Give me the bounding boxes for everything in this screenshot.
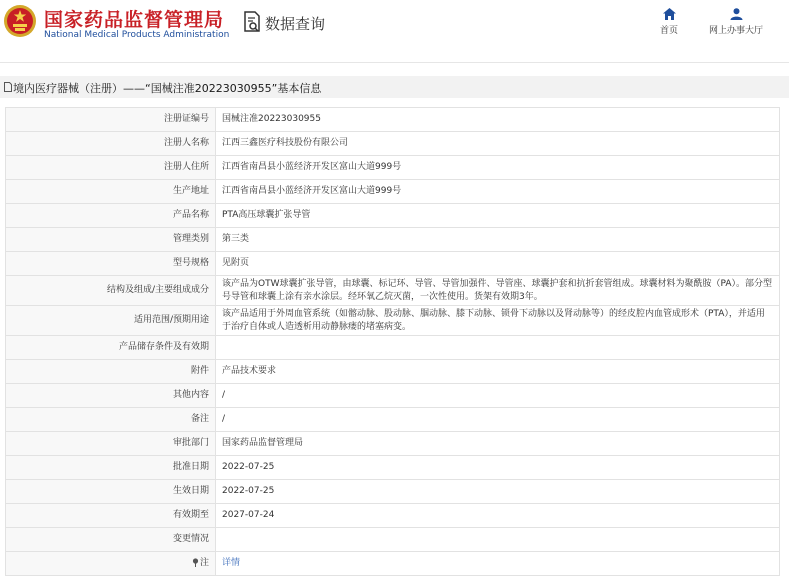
row-label: 产品名称 <box>6 204 216 228</box>
header-divider <box>0 62 789 63</box>
row-value <box>216 528 780 552</box>
row-label: 其他内容 <box>6 384 216 408</box>
row-label: 变更情况 <box>6 528 216 552</box>
user-icon <box>730 8 743 20</box>
org-name-english[interactable]: National Medical Products Administration <box>44 30 230 40</box>
row-value: 2022-07-25 <box>216 456 780 480</box>
table-row <box>6 252 780 276</box>
row-value: / <box>216 384 780 408</box>
record-title: 境内医疗器械（注册）——“国械注准20223030955”基本信息 <box>13 82 322 95</box>
table-row <box>6 480 780 504</box>
row-label: 生产地址 <box>6 180 216 204</box>
table-row <box>6 408 780 432</box>
table-row <box>6 432 780 456</box>
table-row <box>6 108 780 132</box>
table-row <box>6 132 780 156</box>
emblem-logo-icon[interactable] <box>3 4 37 38</box>
record-info-table <box>5 107 780 576</box>
site-header <box>0 0 789 62</box>
row-label: 有效期至 <box>6 504 216 528</box>
row-label: 备注 <box>6 408 216 432</box>
row-label: 批准日期 <box>6 456 216 480</box>
nav-home-label: 首页 <box>659 26 678 36</box>
row-label: 产品储存条件及有效期 <box>6 336 216 360</box>
row-value: 第三类 <box>216 228 780 252</box>
row-value: 见附页 <box>216 252 780 276</box>
table-row <box>6 336 780 360</box>
pin-icon <box>192 558 199 567</box>
row-value: / <box>216 408 780 432</box>
row-value: 2022-07-25 <box>216 480 780 504</box>
row-label: 审批部门 <box>6 432 216 456</box>
nav-online-hall[interactable] <box>703 8 769 36</box>
nav-home[interactable] <box>654 8 684 36</box>
table-row <box>6 504 780 528</box>
row-value: 该产品为OTW球囊扩张导管，由球囊、标记环、导管、导管加强件、导管座、球囊护套和抗折套管组成。球囊材料为聚酰胺（PA）。部分型号导管和球囊上涂有亲水涂层。经环氧乙烷灭菌，一次性使用。货架有效期3年。 <box>216 276 780 306</box>
row-label: 结构及组成/主要组成成分 <box>6 276 216 306</box>
row-label: 附件 <box>6 360 216 384</box>
row-label-text: 注 <box>199 558 209 568</box>
row-value: 该产品适用于外周血管系统（如髂动脉、股动脉、腘动脉、膝下动脉、锁骨下动脉以及肾动脉等）的经皮腔内血管成形术（PTA），并适用于治疗自体或人造透析用动静脉瘘的堵塞病变。 <box>216 306 780 336</box>
table-row <box>6 306 780 336</box>
document-search-icon <box>243 11 261 33</box>
row-label: 管理类别 <box>6 228 216 252</box>
table-row <box>6 528 780 552</box>
row-value <box>216 336 780 360</box>
table-row <box>6 360 780 384</box>
row-value: 江西省南昌县小蓝经济开发区富山大道999号 <box>216 180 780 204</box>
row-label: 适用范围/预期用途 <box>6 306 216 336</box>
row-value: 2027-07-24 <box>216 504 780 528</box>
table-row <box>6 228 780 252</box>
row-label: 注册证编号 <box>6 108 216 132</box>
row-label: 注册人住所 <box>6 156 216 180</box>
table-row <box>6 276 780 306</box>
row-label: 注册人名称 <box>6 132 216 156</box>
row-value: 江西三鑫医疗科技股份有限公司 <box>216 132 780 156</box>
row-value <box>216 552 780 576</box>
table-row <box>6 180 780 204</box>
details-link[interactable]: 详情 <box>222 558 241 568</box>
table-row <box>6 204 780 228</box>
table-row <box>6 156 780 180</box>
row-label-note <box>6 552 216 576</box>
table-row <box>6 384 780 408</box>
home-icon <box>663 8 676 20</box>
row-value: 国家药品监督管理局 <box>216 432 780 456</box>
nav-online-hall-label: 网上办事大厅 <box>708 26 763 36</box>
page-title: 数据查询 <box>265 15 326 33</box>
table-row <box>6 456 780 480</box>
row-value: PTA高压球囊扩张导管 <box>216 204 780 228</box>
org-name[interactable]: 国家药品监督管理局 <box>44 9 225 31</box>
document-icon <box>4 82 12 92</box>
row-label: 型号规格 <box>6 252 216 276</box>
record-title-bar <box>0 76 789 98</box>
row-value: 江西省南昌县小蓝经济开发区富山大道999号 <box>216 156 780 180</box>
row-value: 国械注准20223030955 <box>216 108 780 132</box>
row-value: 产品技术要求 <box>216 360 780 384</box>
table-row <box>6 552 780 576</box>
row-label: 生效日期 <box>6 480 216 504</box>
